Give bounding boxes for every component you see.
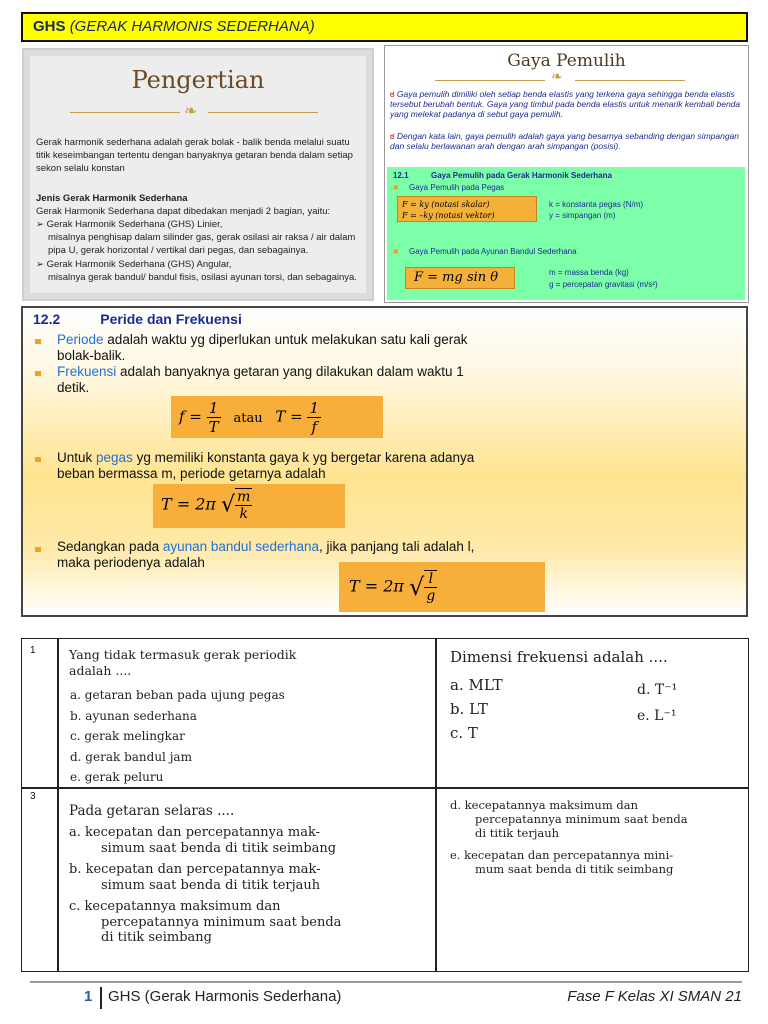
question-3-stem: Pada getaran selaras .... [69,803,235,819]
footer-title: GHS (Gerak Harmonis Sederhana) [108,988,342,1005]
option-e: e. gerak peluru [70,770,164,784]
header-subtitle: (GERAK HARMONIS SEDERHANA) [69,18,315,35]
k-definition: k = konstanta pegas (N/m) [549,200,644,209]
sub-pegas: Gaya Pemulih pada Pegas [409,183,505,192]
header-bar [21,12,748,42]
page-footer [30,981,742,1019]
frekuensi-definition: Frekuensi adalah banyaknya getaran yang dilakukan dalam waktu 1 detik. [57,364,464,395]
section-122-num: 12.2 [33,311,61,327]
option-d: d. kecepatannya maksimum dan [450,798,639,812]
question-2-options-right [637,677,677,729]
question-3-options-right: d. kecepatannya maksimum dan percepatannya minimum saat benda di titik terjauh e. kecepatan dan percepatannya mini- mum saat benda di titik seimbang [450,798,688,876]
g-definition: g = percepatan gravitasi (m/s²) [549,280,658,289]
pegas-statement: Untuk pegas yg memiliki konstanta gaya k yg bergetar karena adanya beban bermassa m, periode getarnya adalah [57,450,475,481]
periode-definition: Periode adalah waktu yg diperlukan untuk melakukan satu kali gerak bolak-balik. [57,332,468,363]
jenis-item-linier-desc: misalnya penghisap dalam silinder gas, gerak osilasi air raksa / air dalam pipa U, gerak horizontal / vertikal dari pegas, dan sebagainya. [48,232,356,256]
option-e: e. kecepatan dan percepatannya mini- [450,848,674,862]
periode-frekuensi-panel [21,306,748,617]
bullet-icon: ಠ [390,131,395,141]
question-3-number: 3 [30,791,36,802]
header-code: GHS [33,18,66,35]
sub-bandul: Gaya Pemulih pada Ayunan Bandul Sederhana [409,247,577,256]
question-table [21,638,749,972]
jenis-item-angular: ➢ Gerak Harmonik Sederhana (GHS) Angular, [36,259,232,270]
formula-periode-bandul: T = 2π √ $\frac{l}{g}$ [339,562,545,612]
jenis-title: Jenis Gerak Harmonik Sederhana [36,193,188,204]
section-122-title: Peride dan Frekuensi [100,311,242,327]
option-d: d. gerak bandul jam [70,749,192,764]
jenis-intro: Gerak Harmonik Sederhana dapat dibedakan menjadi 2 bagian, yaitu: [36,206,331,217]
formula-periode-pegas: T = 2π √ $\frac{m}{k}$ [153,484,345,528]
jenis-item-linier: ➢ Gerak Harmonik Sederhana (GHS) Linier, [36,219,223,230]
pengertian-definition: Gerak harmonik sederhana adalah gerak bolak - balik benda melalui suatu titik keseimbangan tertentu dengan banyaknya getaran benda dalam setiap sekon selalu konstan [36,137,353,174]
option-c: c. gerak melingkar [70,729,185,743]
option-c: c. kecepatannya maksimum dan [69,899,281,914]
gaya-pemulih-panel [384,45,749,303]
gaya-title: Gaya Pemulih [507,51,626,71]
footer-class: Fase F Kelas XI SMAN 21 [567,988,742,1005]
formula-periode-frekuensi: f = $\frac{1}{T}$ atau T = $\frac{1}{f}$ [171,396,383,438]
question-2-stem: Dimensi frekuensi adalah .... [450,648,668,666]
formula-scalar: F = ky (notasi skalar) [402,200,490,209]
ornament-icon: ❧ [184,101,198,120]
section-121-title: Gaya Pemulih pada Gerak Harmonik Sederhana [431,171,612,180]
question-3-options-left: a. kecepatan dan percepatannya mak- simum saat benda di titik seimbang b. kecepatan dan percepatannya mak- simum saat benda di titik terjauh c. kecepatannya maksimum dan percepatannya minimum saat benda di titik seimbang [69,825,342,945]
option-b: b. kecepatan dan percepatannya mak- [69,862,321,877]
formula-bandul: F = mg sin θ [405,267,515,289]
option-c: c. T [450,724,478,742]
option-b: b. ayunan sederhana [70,708,197,723]
jenis-item-angular-desc: misalnya gerak bandul/ bandul fisis, osilasi ayunan torsi, dan sebagainya. [48,272,357,283]
formula-vector: F = –ky (notasi vektor) [402,211,495,220]
m-definition: m = massa benda (kg) [549,268,629,277]
option-a: a. kecepatan dan percepatannya mak- [69,825,321,840]
bandul-statement: Sedangkan pada ayunan bandul sederhana, jika panjang tali adalah l, maka periodenya adalah [57,539,475,570]
section-121-num: 12.1 [393,171,409,180]
pengertian-title: Pengertian [131,66,265,94]
option-b: b. LT [450,700,488,718]
gaya-pemulih-box: 12.1 Gaya Pemulih pada Gerak Harmonik Sederhana ■ Gaya Pemulih pada Pegas F = ky (notasi skalar) F = –ky (notasi vektor) k = konstanta pegas (N/m) y = simpangan (m) ■ Gaya Pemulih pada Ayunan Bandul Sederhana F = mg sin θ m = massa benda (kg) g = percepatan gravitasi (m/s²) [387,167,745,300]
y-definition: y = simpangan (m) [549,211,616,220]
question-1-stem: Yang tidak termasuk gerak periodik adalah .... [69,647,297,678]
option-a: a. MLT [450,676,503,694]
option-e: e. L⁻¹ [637,708,677,724]
gaya-explanation: Dengan kata lain, gaya pemulih adalah gaya yang besarnya sebanding dengan simpangan dan selalu berlawanan arah dengan arah simpangan (posisi). [390,131,740,151]
question-2-options-left [450,673,503,745]
question-1-options [70,685,285,788]
option-a: a. getaran beban pada ujung pegas [70,688,285,702]
pengertian-panel [22,48,374,301]
question-1-number: 1 [30,645,36,656]
page-number: 1 [84,988,93,1005]
bullet-icon: ಠ [390,89,395,99]
gaya-definition: Gaya pemulih dimiliki oleh setiap benda elastis yang terkena gaya sehingga benda elastis tersebut berubah bentuk. Gaya yang timbul pada benda elastis untuk menarik kembali benda yang melekat padanya di sebut gaya pemulih. [390,89,741,119]
formula-pegas-box [397,196,537,222]
option-d: d. T⁻¹ [637,682,678,698]
ornament-icon: ❧ [551,69,563,85]
